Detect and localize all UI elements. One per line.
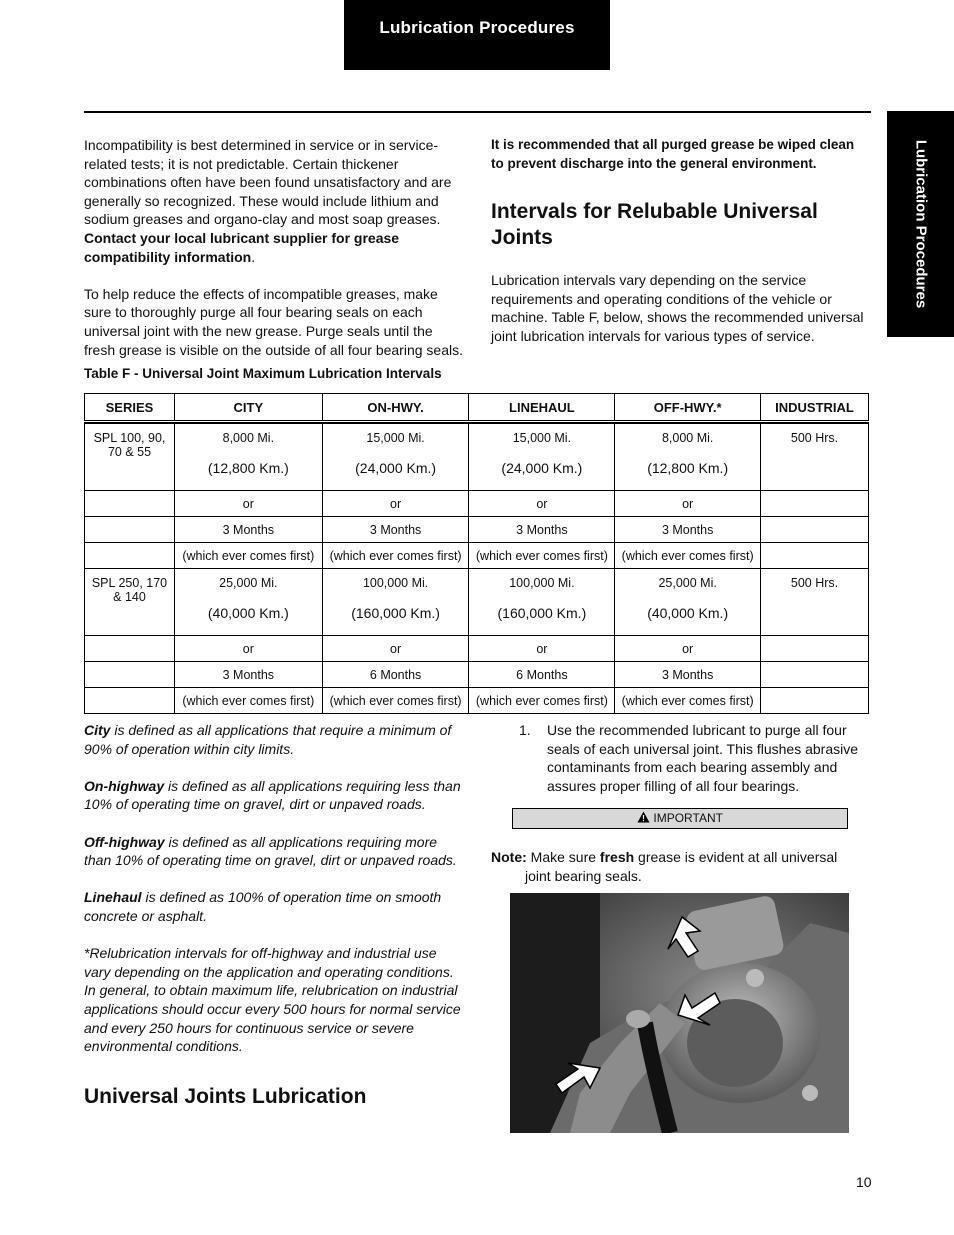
table-cell: 25,000 Mi. (40,000 Km.): [174, 569, 322, 636]
table-row: [85, 636, 869, 662]
warning-icon: [637, 811, 650, 823]
col-header: CITY: [174, 394, 322, 422]
universal-joint-photo: [510, 893, 849, 1133]
series-cell: SPL 250, 170 & 140: [85, 569, 175, 636]
table-cell: 3 Months: [322, 517, 469, 543]
table-cell: (which ever comes first): [174, 543, 322, 569]
table-cell: 3 Months: [174, 517, 322, 543]
universal-joints-lubrication-heading: Universal Joints Lubrication: [84, 1085, 367, 1108]
important-banner: [512, 808, 848, 829]
table-row: [85, 543, 869, 569]
col-header: INDUSTRIAL: [761, 394, 869, 422]
table-cell: (which ever comes first): [322, 543, 469, 569]
section-header-label: Lubrication Procedures: [379, 18, 575, 37]
definition-off-highway: Off-highway is defined as all applications requiring more than 10% of operating time on gravel, dirt or unpaved roads.: [84, 833, 457, 869]
table-cell: (which ever comes first): [322, 688, 469, 714]
header-rule: [84, 111, 871, 113]
definitions-block: [84, 721, 466, 1056]
table-cell: 8,000 Mi. (12,800 Km.): [615, 424, 761, 491]
intervals-paragraph: Lubrication intervals vary depending on the service requirements and operating conditions of the vehicle or machine. Table F, below, shows the recommended universal joint lubrication intervals for various types of service.: [491, 272, 864, 344]
definition-city: City is defined as all applications that require a minimum of 90% of operation within city limits.: [84, 722, 452, 757]
note-block: [491, 848, 863, 885]
table-cell: 15,000 Mi. (24,000 Km.): [469, 424, 615, 491]
side-tab: [887, 111, 954, 337]
intervals-heading: Intervals for Relubable Universal Joints: [491, 200, 818, 250]
table-cell: 15,000 Mi. (24,000 Km.): [322, 424, 469, 491]
table-cell: or: [615, 491, 761, 517]
table-cell: 25,000 Mi. (40,000 Km.): [615, 569, 761, 636]
table-cell: or: [174, 491, 322, 517]
table-cell: (which ever comes first): [615, 543, 761, 569]
table-cell: 3 Months: [615, 662, 761, 688]
table-row: [85, 662, 869, 688]
left-column-intro: [84, 136, 464, 359]
paragraph-purge: To help reduce the effects of incompatible greases, make sure to thoroughly purge all four bearing seals on each universal joint with the new grease. Purge seals until the fresh grease is visible on the outside of all four bearing seals.: [84, 285, 463, 358]
table-cell: 3 Months: [174, 662, 322, 688]
universal-joint-illustration: [510, 893, 849, 1133]
col-header: OFF-HWY.*: [615, 394, 761, 422]
table-cell: or: [615, 636, 761, 662]
col-header: SERIES: [85, 394, 175, 422]
table-cell: or: [322, 491, 469, 517]
series-cell: SPL 100, 90, 70 & 55: [85, 424, 175, 491]
right-column-intro: [491, 136, 869, 346]
step-1: [519, 721, 861, 795]
step-number: 1.: [519, 722, 531, 738]
environment-note: It is recommended that all purged grease be wiped clean to prevent discharge into the general environment.: [491, 137, 855, 171]
table-cell: 6 Months: [322, 662, 469, 688]
table-header-row: [85, 394, 869, 422]
table-cell: (which ever comes first): [174, 688, 322, 714]
definition-on-highway: On-highway is defined as all applications requiring less than 10% of operating time on gravel, dirt or unpaved roads.: [84, 777, 461, 813]
side-tab-label: Lubrication Procedures: [912, 139, 929, 309]
table-row: [85, 491, 869, 517]
important-label: IMPORTANT: [653, 811, 723, 825]
table-row: [85, 517, 869, 543]
section-header-tab: [344, 0, 610, 70]
table-cell: (which ever comes first): [469, 688, 615, 714]
table-row: [85, 424, 869, 491]
table-cell: 3 Months: [615, 517, 761, 543]
table-cell: 100,000 Mi. (160,000 Km.): [322, 569, 469, 636]
table-cell: 3 Months: [469, 517, 615, 543]
definition-linehaul: Linehaul is defined as 100% of operation time on smooth concrete or asphalt.: [84, 889, 442, 924]
industrial-cell: 500 Hrs.: [761, 424, 869, 491]
table-cell: or: [469, 636, 615, 662]
table-cell: 8,000 Mi. (12,800 Km.): [174, 424, 322, 491]
table-cell: (which ever comes first): [469, 543, 615, 569]
table-cell: or: [322, 636, 469, 662]
table-cell: 6 Months: [469, 662, 615, 688]
table-cell: or: [174, 636, 322, 662]
table-cell: or: [469, 491, 615, 517]
page-number: 10: [856, 1174, 872, 1190]
col-header: ON-HWY.: [322, 394, 469, 422]
table-caption: Table F - Universal Joint Maximum Lubrication Intervals: [84, 366, 442, 381]
paragraph-incompatibility: Incompatibility is best determined in service or in service-related tests; it is not predictable. Certain thickener combinations often have been found unsatisfactory and are generally so recognized. These would include lithium and sodium greases and organo-clay and most soap greases. Contact your local lubricant supplier for grease compatibility information.: [84, 137, 452, 265]
table-cell: (which ever comes first): [615, 688, 761, 714]
lubrication-interval-table: [84, 393, 869, 714]
col-header: LINEHAUL: [469, 394, 615, 422]
step-text: Use the recommended lubricant to purge all four seals of each universal joint. This flushes abrasive contaminants from each bearing assembly and assures proper filling of all four bearings.: [547, 722, 859, 794]
table-row: [85, 688, 869, 714]
table-row: [85, 569, 869, 636]
note-text: Note: Make sure fresh grease is evident at all universal joint bearing seals.: [491, 849, 838, 884]
industrial-cell: 500 Hrs.: [761, 569, 869, 636]
table-cell: 100,000 Mi. (160,000 Km.): [469, 569, 615, 636]
relubrication-footnote: *Relubrication intervals for off-highway and industrial use vary depending on the application and operating conditions. In general, to obtain maximum life, relubrication on industrial applications should occur every 500 hours for normal service and every 250 hours for continuous service or severe environmental conditions.: [84, 945, 461, 1055]
